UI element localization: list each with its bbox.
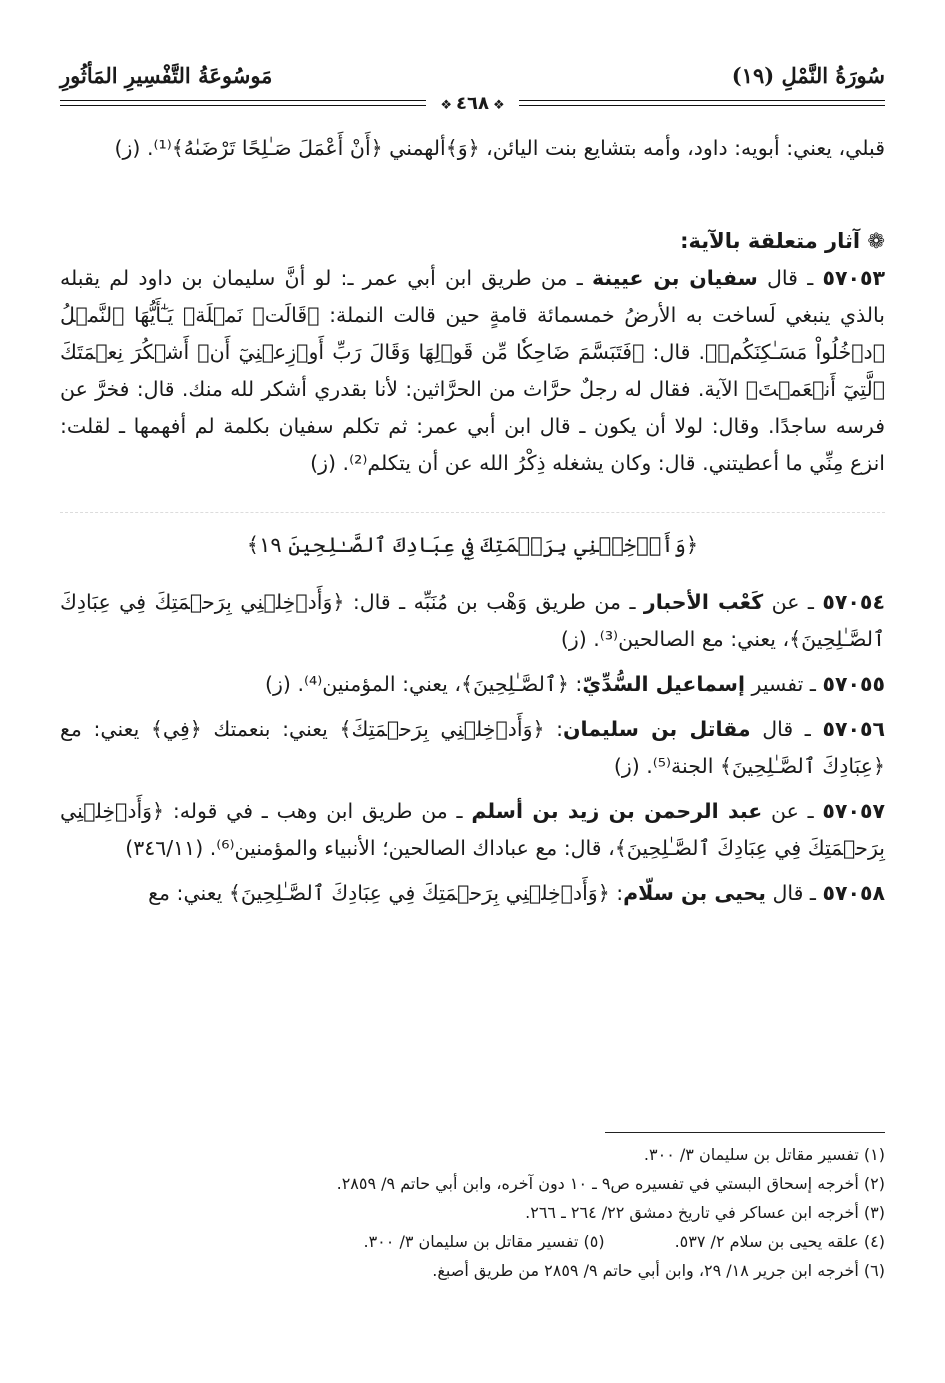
athar-heading: ❁ آثار متعلقة بالآية: — [680, 229, 885, 253]
header-rule — [60, 92, 885, 114]
page-header — [60, 60, 885, 88]
footnote-6: (٦) أخرجه ابن جرير ١٨/ ٢٩، وابن أبي حاتم ٩/ ٢٨٥٩ من طريق أصبغ. — [432, 1261, 885, 1280]
narrator-name: عبد الرحمن بن زيد بن أسلم — [471, 799, 763, 823]
narrator-name: يحيى بن سلّام — [623, 881, 766, 905]
verse-heading: ﴿وَأَدۡخِلۡنِي بِرَحۡمَتِكَ فِي عِبَادِكَ ٱلصَّـٰلِحِينَ ١٩﴾ — [246, 533, 699, 557]
ornament-icon: ❖ — [492, 97, 505, 113]
entry-57055: ٥٧٠٥٥ ـ تفسير إسماعيل السُّدِّيّ: ﴿ٱلصَّـٰلِحِينَ﴾، يعني: المؤمنين⁽⁴⁾. (ز) — [265, 672, 885, 696]
footnote-3: (٣) أخرجه ابن عساكر في تاريخ دمشق ٢٢/ ٢٦٤ ـ ٢٦٦. — [525, 1203, 885, 1222]
entry-number: ٥٧٠٥٦ — [822, 717, 885, 741]
book-page — [60, 0, 885, 1383]
surah-title: سُورَةُ النَّمْلِ (١٩) — [731, 63, 885, 88]
page-number: ٤٦٨ — [456, 92, 489, 114]
entry-57054: ٥٧٠٥٤ ـ عن كَعْب الأحبار ـ من طريق وَهْب بن مُنَبِّه ـ قال: ﴿وَأَدۡخِلۡنِي بِرَحۡمَتِكَ فِي عِبَادِكَ ٱلصَّـٰلِحِينَ﴾، يعني: مع الصالحين⁽³⁾. (ز) — [60, 590, 885, 651]
footnote-5: (٥) تفسير مقاتل بن سليمان ٣/ ٣٠٠. — [363, 1232, 605, 1251]
footnote-pair — [60, 1227, 885, 1256]
entry-number: ٥٧٠٥٧ — [822, 799, 885, 823]
entry-number: ٥٧٠٥٣ — [822, 266, 885, 290]
footnote-4: (٤) علقه يحيى بن سلام ٢/ ٥٣٧. — [674, 1232, 885, 1251]
book-title: مَوسُوعَةُ التَّفْسِيرِ المَأثُورِ — [60, 63, 273, 88]
footnote-1: (١) تفسير مقاتل بن سليمان ٣/ ٣٠٠. — [643, 1145, 885, 1164]
section-separator — [60, 512, 885, 513]
rule-line-right — [519, 100, 885, 106]
entry-57056: ٥٧٠٥٦ ـ قال مقاتل بن سليمان: ﴿وَأَدۡخِلۡنِي بِرَحۡمَتِكَ﴾ يعني: بنعمتك ﴿فِي﴾ يعني: مع ﴿عِبَادِكَ ٱلصَّـٰلِحِينَ﴾ الجنة⁽⁵⁾. (ز) — [60, 717, 885, 778]
intro-paragraph: قبلي، يعني: أبويه: داود، وأمه بتشايع بنت اليائن، ﴿وَ﴾ألهمني ﴿أَنْ أَعْمَلَ صَـٰلِحًا تَرْضَىٰهُ﴾⁽¹⁾. (ز) — [114, 136, 885, 160]
entry-number: ٥٧٠٥٤ — [822, 590, 885, 614]
page-number-block — [426, 93, 518, 114]
ornament-icon: ❖ — [440, 97, 453, 113]
entry-number: ٥٧٠٥٥ — [822, 672, 885, 696]
footnote-rule — [605, 1132, 885, 1133]
athar-entry: ٥٧٠٥٣ ـ قال سفيان بن عيينة ـ من طريق ابن أبي عمر ـ: لو أنَّ سليمان بن داود لم يقبله بالذي ينبغي لَساخت به الأرضُ خمسمائة قامةٍ حين قالت النملة: ﴿قَالَتۡ نَمۡلَةٞ يَـٰٓأَيُّهَا ٱلنَّمۡلُ ٱدۡخُلُواْ مَسَـٰكِنَكُمۡ﴾. قال: ﴿فَتَبَسَّمَ ضَاحِكٗا مِّن قَوۡلِهَا وَقَالَ رَبِّ أَوۡزِعۡنِيٓ أَنۡ أَشۡكُرَ نِعۡمَتَكَ ٱلَّتِيٓ أَنۡعَمۡتَ﴾ الآية. فقال له رجلٌ حرَّاث من الحرَّاثين: لأنا بقدري أشكر لله منك. قال: فخرَّ عن فرسه ساجدًا. وقال: لولا أن يكون ـ قال ابن أبي عمر: ثم تكلم سفيان بكلمة لم أفهمها ـ لقلت: انزع مِنِّي ما أعطيتني. قال: وكان يشغله ذِكْرُ الله عن أن يتكلم⁽²⁾. (ز) — [60, 266, 885, 475]
narrator-name: مقاتل بن سليمان — [563, 717, 751, 741]
rule-line-left — [60, 100, 426, 106]
entry-number: ٥٧٠٥٨ — [822, 881, 885, 905]
narrator-name: سفيان بن عيينة — [591, 266, 758, 290]
entry-57057: ٥٧٠٥٧ ـ عن عبد الرحمن بن زيد بن أسلم ـ من طريق ابن وهب ـ في قوله: ﴿وَأَدۡخِلۡنِي بِرَحۡمَتِكَ فِي عِبَادِكَ ٱلصَّـٰلِحِينَ﴾، قال: مع عباداك الصالحين؛ الأنبياء والمؤمنين⁽⁶⁾. (٣٤٦/١١) — [60, 799, 885, 860]
footnote-2: (٢) أخرجه إسحاق البستي في تفسيره ص٩ ـ ١٠ دون آخره، وابن أبي حاتم ٩/ ٢٨٥٩. — [336, 1174, 885, 1193]
entry-57058: ٥٧٠٥٨ ـ قال يحيى بن سلّام: ﴿وَأَدۡخِلۡنِي بِرَحۡمَتِكَ فِي عِبَادِكَ ٱلصَّـٰلِحِينَ﴾ يعني: مع — [148, 881, 885, 905]
footnotes — [60, 1140, 885, 1285]
narrator-name: كَعْب الأحبار — [643, 590, 764, 614]
main-text — [60, 130, 885, 912]
narrator-name: إسماعيل السُّدِّيّ — [582, 672, 745, 696]
